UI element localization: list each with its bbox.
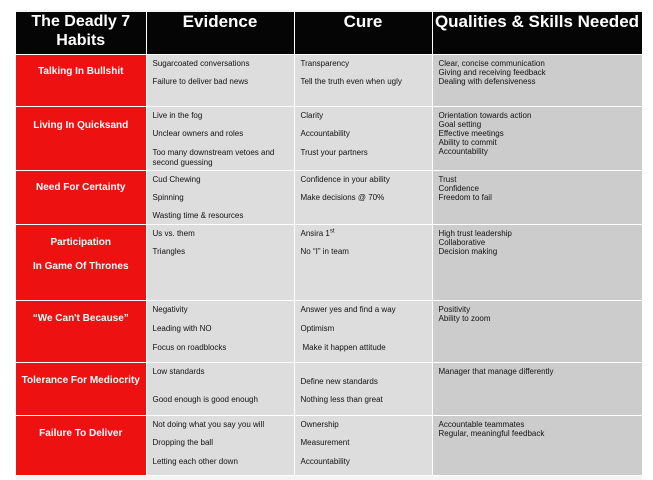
cure-item-ansira	[301, 229, 428, 239]
quality-item: Confidence	[438, 184, 479, 193]
cure-item: Make decisions @ 70%	[300, 193, 385, 202]
habit-label: Need For Certainty	[36, 182, 126, 193]
table-row	[16, 301, 642, 363]
habit-cell	[16, 363, 146, 416]
table-row	[16, 171, 642, 225]
evidence-item: Too many downstream vetoes and second guessing	[152, 148, 275, 167]
evidence-item: Wasting time & resources	[152, 211, 244, 220]
habit-cell	[16, 225, 146, 301]
qualities-cell	[432, 55, 642, 107]
quality-item: Accountability	[438, 147, 488, 156]
header-habits	[16, 12, 146, 55]
cure-item: Tell the truth even when ugly	[300, 77, 402, 86]
evidence-item: Live in the fog	[152, 111, 203, 120]
cure-cell	[294, 55, 432, 107]
habit-label-line2: In Game Of Thrones	[32, 261, 129, 272]
habit-label-line1: Participation	[50, 237, 112, 248]
deadly-habits-table	[16, 12, 643, 476]
table-row	[16, 416, 642, 476]
quality-item: High trust leadership	[438, 229, 512, 238]
quality-item: Ability to zoom	[438, 314, 491, 323]
cure-cell	[294, 107, 432, 171]
evidence-item: Letting each other down	[152, 457, 238, 466]
header-evidence: Evidence	[146, 12, 294, 55]
evidence-item: Good enough is good enough	[152, 395, 258, 404]
evidence-cell	[146, 171, 294, 225]
habit-label: Failure To Deliver	[39, 428, 123, 439]
cure-cell	[294, 171, 432, 225]
habit-cell	[16, 55, 146, 107]
header-cure: Cure	[294, 12, 432, 55]
quality-item: Manager that manage differently	[438, 367, 554, 376]
quality-item: Collaborative	[438, 238, 486, 247]
quality-item: Accountable teammates	[438, 420, 525, 429]
cure-item: Answer yes and find a way	[300, 305, 396, 314]
evidence-item: Dropping the ball	[152, 438, 213, 447]
evidence-item: Failure to deliver bad news	[152, 77, 249, 86]
cure-item: Clarity	[300, 111, 324, 120]
evidence-item: Not doing what you say you will	[152, 420, 265, 429]
table-row	[16, 107, 642, 171]
evidence-item: Focus on roadblocks	[152, 343, 227, 352]
cure-item: Confidence in your ability	[300, 175, 390, 184]
evidence-cell	[146, 301, 294, 363]
header-row	[16, 12, 642, 55]
cure-item: Ownership	[300, 420, 339, 429]
qualities-cell	[432, 225, 642, 301]
habit-label: “We Can't Because”	[32, 313, 129, 324]
qualities-cell	[432, 171, 642, 225]
cure-item: Optimism	[300, 324, 335, 333]
quality-item: Trust	[438, 175, 457, 184]
cure-ansira-superscript: st	[329, 228, 335, 235]
evidence-item: Sugarcoated conversations	[152, 59, 250, 68]
habit-cell	[16, 107, 146, 171]
qualities-cell	[432, 301, 642, 363]
header-qualities: Qualities & Skills Needed	[432, 12, 642, 55]
cure-item: No “I” in team	[300, 247, 349, 256]
qualities-cell	[432, 416, 642, 476]
evidence-item: Negativity	[152, 305, 188, 314]
habit-cell	[16, 301, 146, 363]
cure-item: Define new standards	[300, 377, 378, 386]
quality-item: Goal setting	[438, 120, 482, 129]
cure-item: Trust your partners	[300, 148, 368, 157]
evidence-cell	[146, 416, 294, 476]
evidence-item: Unclear owners and roles	[152, 129, 244, 138]
habit-label: Living In Quicksand	[33, 120, 129, 131]
header-habits-line1: The Deadly 7	[31, 13, 131, 30]
cure-item: Measurement	[300, 438, 350, 447]
quality-item: Decision making	[438, 247, 498, 256]
cure-cell	[294, 363, 432, 416]
evidence-item: Cud Chewing	[152, 175, 201, 184]
table-row	[16, 363, 642, 416]
cure-cell	[294, 301, 432, 363]
cure-item: Transparency	[300, 59, 350, 68]
evidence-item: Leading with NO	[152, 324, 212, 333]
evidence-item: Triangles	[152, 247, 186, 256]
quality-item: Positivity	[438, 305, 471, 314]
habit-cell	[16, 416, 146, 476]
quality-item: Ability to commit	[438, 138, 497, 147]
quality-item: Clear, concise communication	[438, 59, 545, 68]
qualities-cell	[432, 107, 642, 171]
evidence-cell	[146, 363, 294, 416]
evidence-cell	[146, 107, 294, 171]
cure-cell	[294, 416, 432, 476]
quality-item: Regular, meaningful feedback	[438, 429, 545, 438]
header-habits-line2: Habits	[56, 32, 106, 49]
quality-item: Effective meetings	[438, 129, 504, 138]
cure-item: Make it happen attitude	[302, 343, 386, 352]
table-row	[16, 225, 642, 301]
cure-ansira-text: Ansira 1	[300, 229, 330, 238]
cure-item: Accountability	[300, 457, 350, 466]
evidence-cell	[146, 225, 294, 301]
quality-item: Freedom to fail	[438, 193, 492, 202]
quality-item: Orientation towards action	[438, 111, 532, 120]
table-row	[16, 55, 642, 107]
evidence-cell	[146, 55, 294, 107]
cure-cell	[294, 225, 432, 301]
evidence-item: Low standards	[152, 367, 205, 376]
habit-label: Tolerance For Mediocrity	[21, 375, 140, 386]
evidence-item: Spinning	[152, 193, 184, 202]
cure-item: Accountability	[300, 129, 350, 138]
quality-item: Dealing with defensiveness	[438, 77, 536, 86]
habit-label: Talking In Bullshit	[38, 66, 124, 77]
qualities-cell	[432, 363, 642, 416]
quality-item: Giving and receiving feedback	[438, 68, 546, 77]
habit-cell	[16, 171, 146, 225]
cure-item: Nothing less than great	[300, 395, 383, 404]
evidence-item: Us vs. them	[152, 229, 195, 238]
